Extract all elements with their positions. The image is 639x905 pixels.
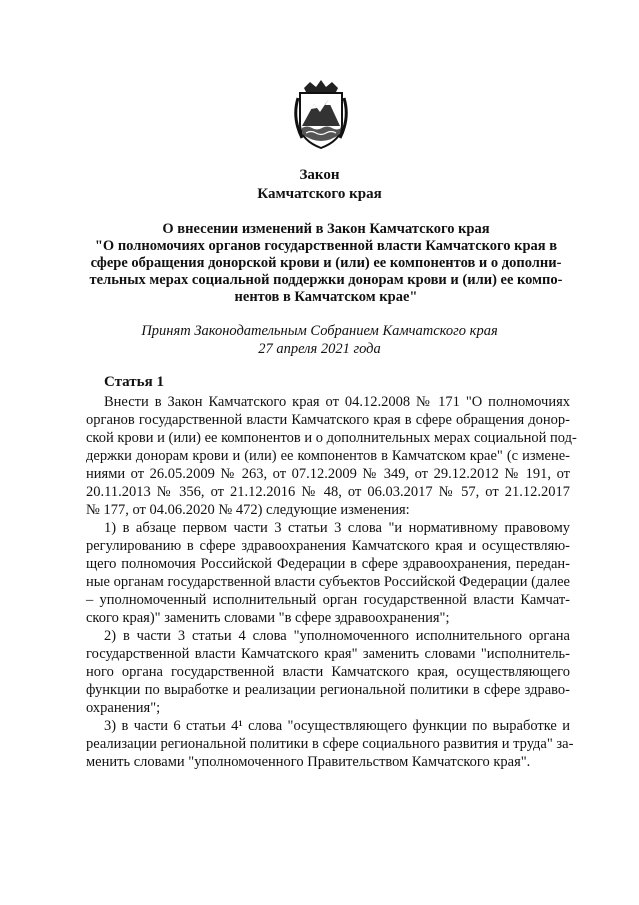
adoption-date: 27 апреля 2021 года <box>258 341 381 357</box>
heading-line: "О полномочиях органов государственной власти Камчатского края в <box>94 238 558 254</box>
body-line: щего полномочия Российской Федерации в сфере здравоохранения, передан- <box>86 556 570 572</box>
body-line: 3) в части 6 статьи 4¹ слова "осуществляющего функции по выработке и <box>104 718 570 734</box>
body-line: держки донорам крови и (или) ее компонентов в Камчатском крае" (с измене- <box>86 448 570 464</box>
body-line: функции по выработке и реализации региональной политики в сфере здраво- <box>86 682 570 698</box>
body-line: ского края)" заменить словами "в сфере здравоохранения"; <box>86 610 450 626</box>
body-line: № 177, от 04.06.2020 № 472) следующие изменения: <box>86 502 410 518</box>
adoption-note: Принят Законодательным Собранием Камчатского края <box>141 323 498 339</box>
body-line: реализации региональной политики в сфере социального развития и труда" за- <box>86 736 574 752</box>
body-line: ного органа государственной власти Камчатского края, осуществляющего <box>86 664 570 680</box>
body-line: государственной власти Камчатского края" заменить словами "исполнитель- <box>86 646 570 662</box>
heading-line: сфере обращения донорской крови и (или) ее компонентов и о дополни- <box>90 255 562 271</box>
body-line: ской крови и (или) ее компонентов и о дополнительных мерах социальной под- <box>86 430 577 446</box>
body-line: – уполномоченный исполнительный орган государственной власти Камчат- <box>86 592 570 608</box>
body-line: ные органам государственной власти субъектов Российской Федерации (далее <box>86 574 570 590</box>
heading-line: О внесении изменений в Закон Камчатского края <box>162 221 490 237</box>
body-line: 2) в части 3 статьи 4 слова "уполномоченного исполнительного органа <box>104 628 570 644</box>
body-line: охранения"; <box>86 700 161 716</box>
body-line: менить словами "уполномоченного Правительством Камчатского края". <box>86 754 531 770</box>
law-region: Камчатского края <box>257 186 382 202</box>
coat-of-arms-icon <box>290 78 352 150</box>
body-line: 20.11.2013 № 356, от 21.12.2016 № 48, от 06.03.2017 № 57, от 21.12.2017 <box>86 484 570 500</box>
article-title: Статья 1 <box>104 374 164 390</box>
body-line: Внести в Закон Камчатского края от 04.12.2008 № 171 "О полномочиях <box>104 394 570 410</box>
body-line: ниями от 26.05.2009 № 263, от 07.12.2009 № 349, от 29.12.2012 № 191, от <box>86 466 570 482</box>
law-title: Закон <box>299 167 340 183</box>
heading-line: тельных мерах социальной поддержки донорам крови и (или) ее компо- <box>89 272 563 288</box>
body-line: органов государственной власти Камчатского края в сфере обращения донор- <box>86 412 570 428</box>
body-line: регулированию в сфере здравоохранения Камчатского края и осуществляю- <box>86 538 570 554</box>
body-line: 1) в абзаце первом части 3 статьи 3 слова "и нормативному правовому <box>104 520 570 536</box>
heading-line: нентов в Камчатском крае" <box>234 289 418 305</box>
